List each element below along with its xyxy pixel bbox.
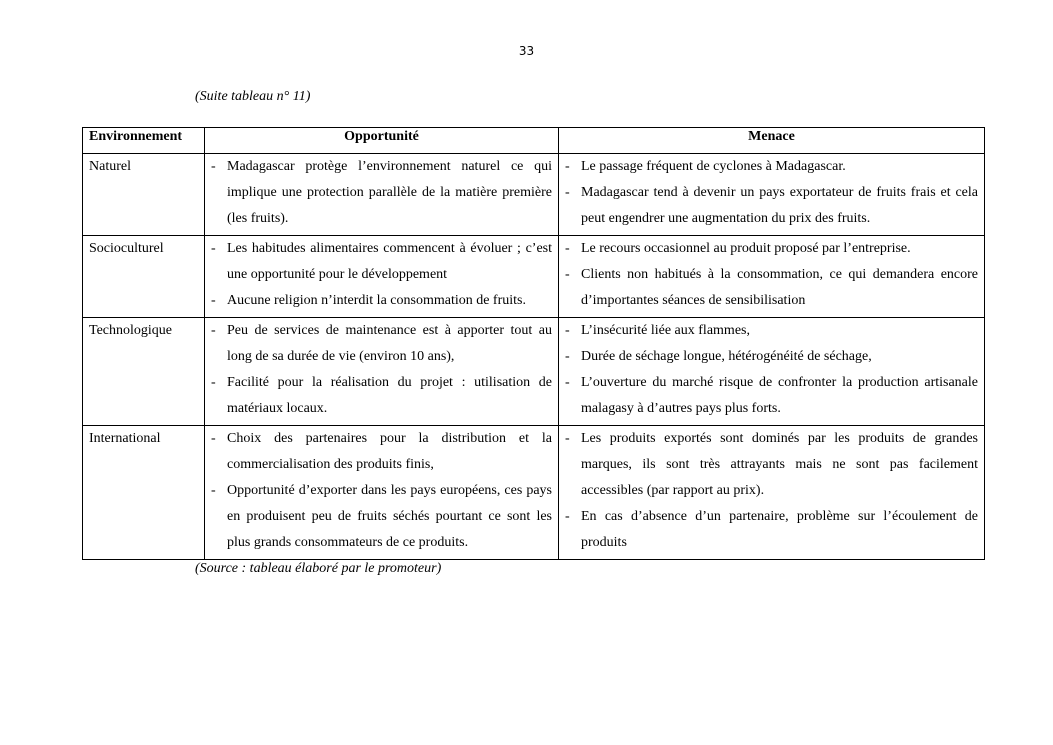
opportunities-cell	[205, 318, 559, 426]
table-row	[83, 426, 985, 560]
environment-cell: Socioculturel	[83, 236, 205, 318]
threats-cell	[559, 154, 985, 236]
list-item: - Durée de séchage longue, hétérogénéité de séchage,	[565, 344, 978, 370]
table-header-row	[83, 128, 985, 154]
list-item: - Le passage fréquent de cyclones à Madagascar.	[565, 154, 978, 180]
list-item: - Madagascar protège l’environnement naturel ce qui implique une protection parallèle de la matière première (les fruits).	[211, 154, 552, 232]
table-row	[83, 318, 985, 426]
list-item: - Les produits exportés sont dominés par les produits de grandes marques, ils sont très attrayants mais ne sont pas facilement accessibles (par rapport au prix).	[565, 426, 978, 504]
header-opportunite: Opportunité	[205, 128, 559, 154]
table-row	[83, 154, 985, 236]
table-caption: (Suite tableau n° 11)	[195, 89, 311, 104]
list-item: - Peu de services de maintenance est à apporter tout au long de sa durée de vie (environ 10 ans),	[211, 318, 552, 370]
list-item: - En cas d’absence d’un partenaire, problème sur l’écoulement de produits	[565, 504, 978, 556]
opportunities-cell	[205, 236, 559, 318]
environment-cell: Technologique	[83, 318, 205, 426]
list-item: - Facilité pour la réalisation du projet : utilisation de matériaux locaux.	[211, 370, 552, 422]
threats-cell	[559, 318, 985, 426]
list-item: - Choix des partenaires pour la distribution et la commercialisation des produits finis,	[211, 426, 552, 478]
environment-analysis-table	[82, 127, 985, 560]
page-number: 33	[518, 44, 535, 58]
opportunities-cell	[205, 154, 559, 236]
environment-cell: International	[83, 426, 205, 560]
threats-cell	[559, 236, 985, 318]
source-caption: (Source : tableau élaboré par le promoteur)	[195, 561, 442, 576]
list-item: - Le recours occasionnel au produit proposé par l’entreprise.	[565, 236, 978, 262]
list-item: - Les habitudes alimentaires commencent à évoluer ; c’est une opportunité pour le développement	[211, 236, 552, 288]
header-menace: Menace	[559, 128, 985, 154]
environment-cell: Naturel	[83, 154, 205, 236]
table-row	[83, 236, 985, 318]
list-item: - L’ouverture du marché risque de confronter la production artisanale malagasy à d’autres pays plus forts.	[565, 370, 978, 422]
list-item: - Aucune religion n’interdit la consommation de fruits.	[211, 288, 552, 314]
opportunities-cell	[205, 426, 559, 560]
list-item: - Opportunité d’exporter dans les pays européens, ces pays en produisent peu de fruits séchés pourtant ce sont les plus grands consommateurs de ce produits.	[211, 478, 552, 556]
list-item: - Clients non habitués à la consommation, ce qui demandera encore d’importantes séances de sensibilisation	[565, 262, 978, 314]
threats-cell	[559, 426, 985, 560]
list-item: - L’insécurité liée aux flammes,	[565, 318, 978, 344]
list-item: - Madagascar tend à devenir un pays exportateur de fruits frais et cela peut engendrer une augmentation du prix des fruits.	[565, 180, 978, 232]
header-environnement: Environnement	[83, 128, 205, 154]
